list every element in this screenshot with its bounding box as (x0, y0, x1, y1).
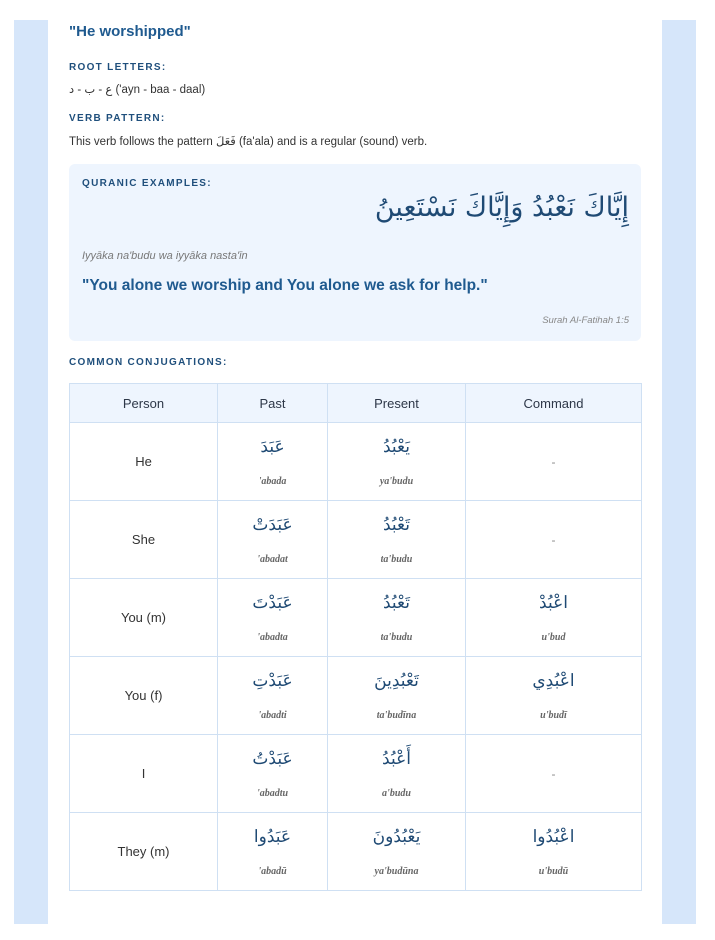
example-source: Surah Al-Fatihah 1:5 (542, 315, 629, 326)
present-arabic: يَعْبُدُونَ (372, 827, 421, 847)
person-cell: He (70, 423, 218, 501)
command-transliteration: u'bud (541, 632, 566, 643)
command-cell (466, 813, 642, 891)
present-transliteration: ta'budu (380, 632, 413, 643)
present-arabic: تَعْبُدُ (383, 593, 410, 613)
past-cell (218, 813, 328, 891)
past-cell (218, 501, 328, 579)
command-cell-empty: - (466, 423, 642, 501)
present-transliteration: ta'budu (380, 554, 413, 565)
past-cell (218, 579, 328, 657)
person-cell: They (m) (70, 813, 218, 891)
table-row (70, 657, 642, 735)
present-cell (328, 501, 466, 579)
present-transliteration: ta'budīna (376, 710, 417, 721)
column-header-person: Person (70, 384, 218, 423)
past-arabic: عَبَدْتِ (252, 671, 293, 691)
present-transliteration: a'budu (382, 788, 411, 799)
left-sidebar-decoration (14, 20, 48, 924)
column-header-present: Present (328, 384, 466, 423)
person-cell: You (f) (70, 657, 218, 735)
table-row (70, 501, 642, 579)
past-cell (218, 423, 328, 501)
table-row (70, 813, 642, 891)
past-arabic: عَبَدَتْ (252, 515, 293, 535)
present-cell (328, 657, 466, 735)
present-arabic: تَعْبُدُ (383, 515, 410, 535)
quranic-examples-label: QURANIC EXAMPLES: (82, 178, 212, 189)
person-cell: I (70, 735, 218, 813)
person-cell: You (m) (70, 579, 218, 657)
present-transliteration: ya'budu (379, 476, 414, 487)
command-cell-empty: - (466, 735, 642, 813)
table-row (70, 735, 642, 813)
present-arabic: يَعْبُدُ (383, 437, 410, 457)
quranic-example-box (69, 164, 641, 341)
present-transliteration: ya'budūna (374, 866, 419, 877)
column-header-command: Command (466, 384, 642, 423)
example-translation: "You alone we worship and You alone we ask for help." (82, 277, 488, 294)
table-header-row (70, 384, 642, 423)
table-row (70, 423, 642, 501)
present-arabic: تَعْبُدِينَ (374, 671, 419, 691)
past-cell (218, 657, 328, 735)
past-transliteration: 'abadti (258, 710, 287, 721)
verb-pattern-value: This verb follows the pattern فَعَلَ (fa'ala) and is a regular (sound) verb. (69, 136, 428, 148)
table-row (70, 579, 642, 657)
right-sidebar-decoration (662, 20, 696, 924)
person-cell: She (70, 501, 218, 579)
root-letters-value: ع - ب - د ('ayn - baa - daal) (69, 84, 206, 96)
past-arabic: عَبَدْتَ (252, 593, 293, 613)
command-arabic: اعْبُدْ (539, 593, 568, 613)
command-cell-empty: - (466, 501, 642, 579)
present-cell (328, 423, 466, 501)
present-arabic: أَعْبُدُ (382, 749, 411, 769)
past-arabic: عَبَدْتُ (252, 749, 293, 769)
present-cell (328, 579, 466, 657)
root-letters-label: ROOT LETTERS: (69, 62, 167, 73)
command-arabic: اعْبُدِي (532, 671, 575, 691)
past-arabic: عَبَدُوا (253, 827, 292, 847)
past-transliteration: 'abadtu (256, 788, 289, 799)
past-transliteration: 'abada (258, 476, 287, 487)
past-cell (218, 735, 328, 813)
command-transliteration: u'budī (540, 710, 567, 721)
past-arabic: عَبَدَ (260, 437, 285, 457)
example-arabic-verse: إِيَّاكَ نَعْبُدُ وَإِيَّاكَ نَسْتَعِينُ (374, 192, 629, 223)
past-transliteration: 'abadat (257, 554, 288, 565)
common-conjugations-label: COMMON CONJUGATIONS: (69, 357, 228, 368)
past-transliteration: 'abadū (258, 866, 287, 877)
command-cell (466, 657, 642, 735)
command-cell (466, 579, 642, 657)
present-cell (328, 735, 466, 813)
column-header-past: Past (218, 384, 328, 423)
command-transliteration: u'budū (538, 866, 569, 877)
verb-meaning-title: "He worshipped" (69, 23, 191, 40)
conjugation-table (69, 383, 642, 891)
command-arabic: اعْبُدُوا (532, 827, 575, 847)
example-transliteration: Iyyāka na'budu wa iyyāka nasta'īn (82, 250, 248, 262)
verb-pattern-label: VERB PATTERN: (69, 113, 166, 124)
present-cell (328, 813, 466, 891)
past-transliteration: 'abadta (257, 632, 288, 643)
